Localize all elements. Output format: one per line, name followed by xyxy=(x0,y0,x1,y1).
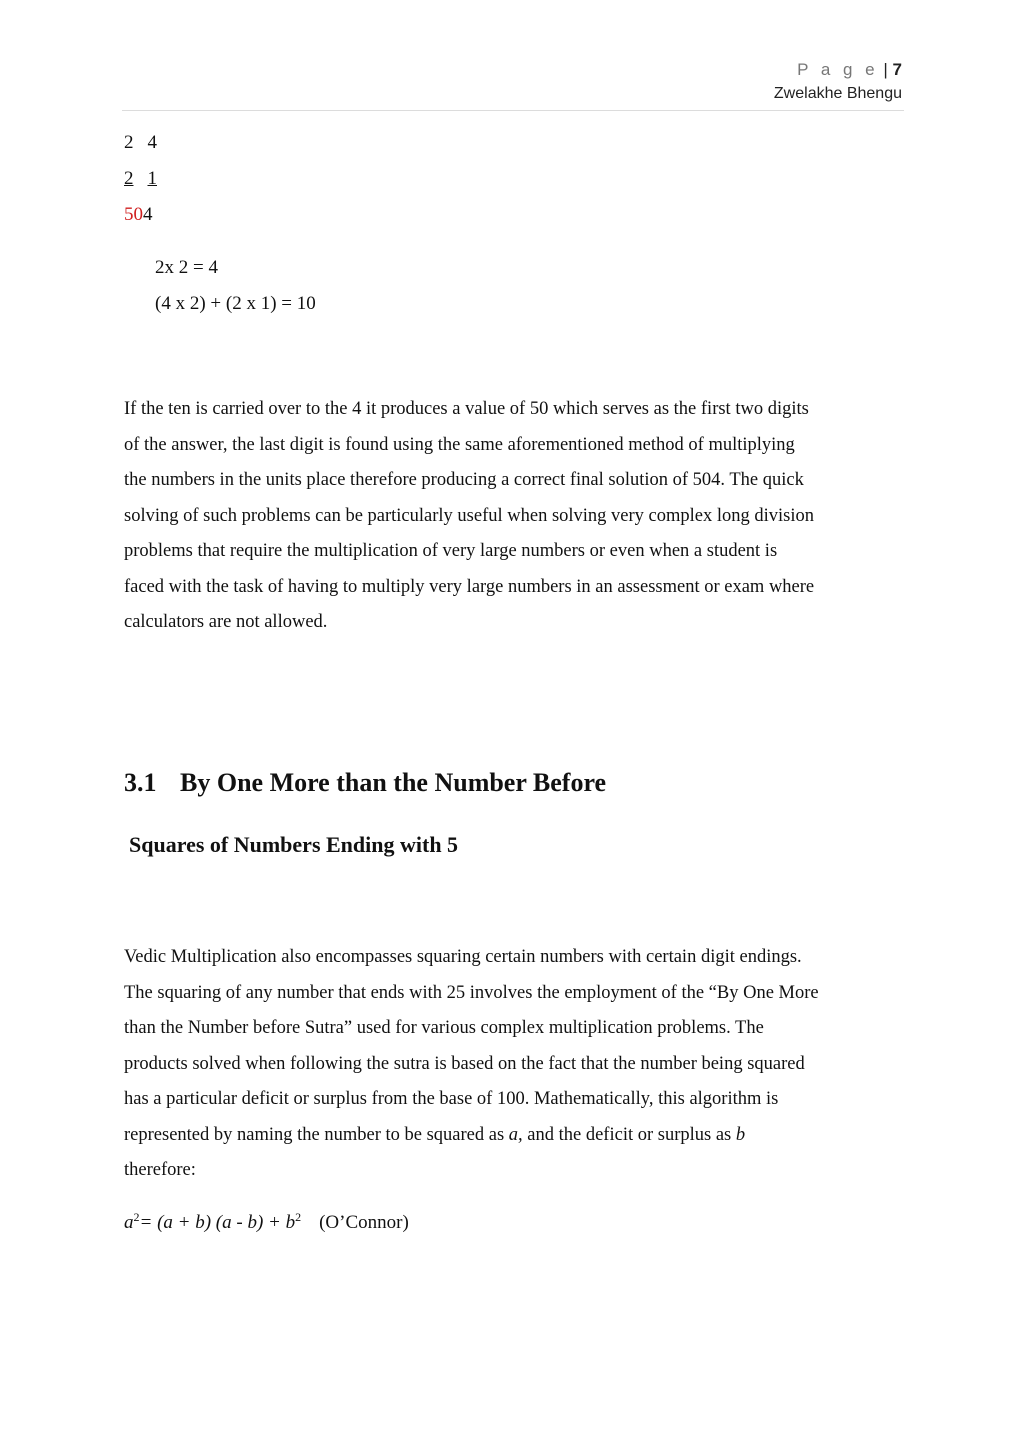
paragraph-line: calculators are not allowed. xyxy=(124,612,328,632)
paragraph-explanation xyxy=(124,392,904,641)
paragraph-line: products solved when following the sutra is based on the fact that the number being squared xyxy=(124,1053,805,1074)
section-subtitle: Squares of Numbers Ending with 5 xyxy=(129,832,459,857)
paragraph-line: of the answer, the last digit is found using the same aforementioned method of multiplying xyxy=(124,434,795,455)
calc-result-last: 4 xyxy=(143,204,153,225)
paragraph-vedic xyxy=(124,940,904,1189)
page-label: P a g e xyxy=(797,60,879,79)
variable-a: a, xyxy=(508,1124,523,1145)
paragraph-line: solving of such problems can be particularly useful when solving very complex long division xyxy=(124,505,815,526)
paragraph-line: the numbers in the units place therefore producing a correct final solution of 504. The quick xyxy=(124,470,804,490)
formula-var-a: a xyxy=(124,1212,134,1233)
paragraph-line xyxy=(124,1118,904,1154)
paragraph-line: problems that require the multiplication of very large numbers or even when a student is xyxy=(124,541,778,561)
page-header xyxy=(122,58,904,111)
paragraph-line: Vedic Multiplication also encompasses squaring certain numbers with certain digit endings. xyxy=(124,947,802,967)
calc-digit: 2 xyxy=(124,132,134,153)
calc-digit: 1 xyxy=(147,168,157,189)
formula-citation: (O’Connor) xyxy=(319,1212,409,1233)
calc-step-1: 2x 2 = 4 xyxy=(155,257,218,278)
variable-b: b xyxy=(735,1124,746,1145)
paragraph-line: therefore: xyxy=(124,1160,196,1180)
calc-digit: 4 xyxy=(147,132,157,153)
line-text: and the deficit or surplus as xyxy=(522,1124,736,1145)
paragraph-line: faced with the task of having to multiply very large numbers in an assessment or exam where xyxy=(124,576,815,597)
formula-body: = (a + b) (a - b) + b xyxy=(139,1212,296,1233)
paragraph-line: than the Number before Sutra” used for various complex multiplication problems. The xyxy=(124,1018,764,1038)
calc-result-carry: 50 xyxy=(124,204,143,225)
section-number: 3.1 xyxy=(124,768,157,797)
paragraph-line: If the ten is carried over to the 4 it produces a value of 50 which serves as the first two digits xyxy=(124,399,809,419)
calc-digit: 2 xyxy=(124,168,134,189)
page-number: 7 xyxy=(892,60,902,79)
calc-row-2 xyxy=(124,168,157,190)
calc-step-2: (4 x 2) + (2 x 1) = 10 xyxy=(155,293,316,314)
calc-result xyxy=(124,204,153,226)
calc-row-1 xyxy=(124,132,157,154)
formula xyxy=(124,1210,409,1234)
section-title: By One More than the Number Before xyxy=(180,768,607,797)
section-heading xyxy=(124,768,606,798)
page-separator: | xyxy=(883,60,888,79)
paragraph-line: The squaring of any number that ends with 25 involves the employment of the “By One More xyxy=(124,982,819,1003)
paragraph-line: has a particular deficit or surplus from the base of 100. Mathematically, this algorithm is xyxy=(124,1089,779,1109)
author-name: Zwelakhe Bhengu xyxy=(773,85,902,102)
formula-exponent: 2 xyxy=(133,1210,140,1224)
formula-exponent: 2 xyxy=(295,1210,302,1224)
line-text: represented by naming the number to be squared as xyxy=(124,1124,509,1145)
page-number-line xyxy=(797,60,902,80)
